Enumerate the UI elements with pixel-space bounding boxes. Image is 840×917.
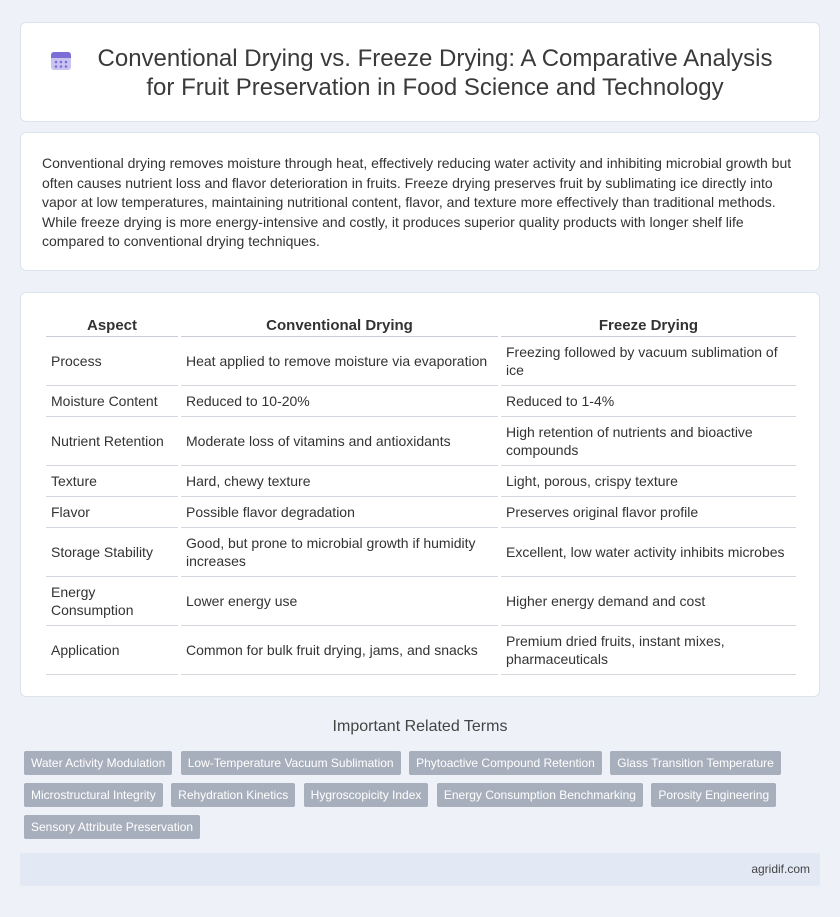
tag-microstructural-integrity[interactable]: Microstructural Integrity [24, 783, 163, 807]
tag-water-activity-modulation[interactable]: Water Activity Modulation [24, 751, 172, 775]
table-cell: Excellent, low water activity inhibits microbes [501, 528, 796, 577]
tag-hygroscopicity-index[interactable]: Hygroscopicity Index [304, 783, 429, 807]
table-cell: Reduced to 1-4% [501, 386, 796, 417]
table-cell: Good, but prone to microbial growth if humidity increases [181, 528, 498, 577]
related-terms-heading: Important Related Terms [332, 718, 508, 735]
tag-glass-transition-temperature[interactable]: Glass Transition Temperature [610, 751, 781, 775]
footer-site-link[interactable]: agridif.com [751, 862, 810, 876]
table-cell: Possible flavor degradation [181, 497, 498, 528]
tag-sensory-attribute-preservation[interactable]: Sensory Attribute Preservation [24, 815, 200, 839]
related-terms-tags [24, 751, 804, 847]
table-cell: Higher energy demand and cost [501, 577, 796, 626]
table-row [46, 386, 796, 417]
table-row [46, 528, 796, 577]
comparison-table-card [20, 292, 820, 697]
table-row [46, 466, 796, 497]
table-cell: Texture [46, 466, 178, 497]
table-cell: Flavor [46, 497, 178, 528]
table-cell: Premium dried fruits, instant mixes, pharmaceuticals [501, 626, 796, 675]
title-card [20, 22, 820, 122]
table-cell: Lower energy use [181, 577, 498, 626]
table-row [46, 577, 796, 626]
page-title: Conventional Drying vs. Freeze Drying: A Comparative Analysis for Fruit Preservation in Food Science and Technology [97, 45, 773, 101]
table-cell: Moisture Content [46, 386, 178, 417]
comparison-table [43, 313, 799, 675]
table-cell: Heat applied to remove moisture via evaporation [181, 337, 498, 386]
tag-low-temperature-vacuum-sublimation[interactable]: Low-Temperature Vacuum Sublimation [181, 751, 401, 775]
intro-card [20, 132, 820, 271]
footer [20, 853, 820, 886]
table-cell: High retention of nutrients and bioactive compounds [501, 417, 796, 466]
tag-phytoactive-compound-retention[interactable]: Phytoactive Compound Retention [409, 751, 602, 775]
intro-paragraph: Conventional drying removes moisture through heat, effectively reducing water activity and inhibiting microbial growth but often causes nutrient loss and flavor deterioration in fruits. Freeze drying preserves fruit by sublimating ice directly into vapor at low temperatures, maintaining nutritional content, flavor, and texture more effectively than traditional methods. While freeze drying is more energy-intensive and costly, it produces superior quality products with longer shelf life compared to conventional drying techniques. [42, 155, 792, 249]
table-cell: Moderate loss of vitamins and antioxidants [181, 417, 498, 466]
table-row [46, 417, 796, 466]
column-header-aspect: Aspect [46, 313, 178, 337]
table-cell: Freezing followed by vacuum sublimation of ice [501, 337, 796, 386]
table-row [46, 497, 796, 528]
tag-energy-consumption-benchmarking[interactable]: Energy Consumption Benchmarking [437, 783, 643, 807]
table-cell: Process [46, 337, 178, 386]
table-cell: Application [46, 626, 178, 675]
table-cell: Light, porous, crispy texture [501, 466, 796, 497]
table-cell: Reduced to 10-20% [181, 386, 498, 417]
table-cell: Storage Stability [46, 528, 178, 577]
table-header-row [46, 313, 796, 337]
table-cell: Energy Consumption [46, 577, 178, 626]
column-header-freeze: Freeze Drying [501, 313, 796, 337]
table-cell: Nutrient Retention [46, 417, 178, 466]
tag-porosity-engineering[interactable]: Porosity Engineering [651, 783, 776, 807]
table-cell: Hard, chewy texture [181, 466, 498, 497]
table-cell: Preserves original flavor profile [501, 497, 796, 528]
table-cell: Common for bulk fruit drying, jams, and snacks [181, 626, 498, 675]
column-header-conventional: Conventional Drying [181, 313, 498, 337]
table-row [46, 626, 796, 675]
tag-rehydration-kinetics[interactable]: Rehydration Kinetics [171, 783, 295, 807]
table-row [46, 337, 796, 386]
